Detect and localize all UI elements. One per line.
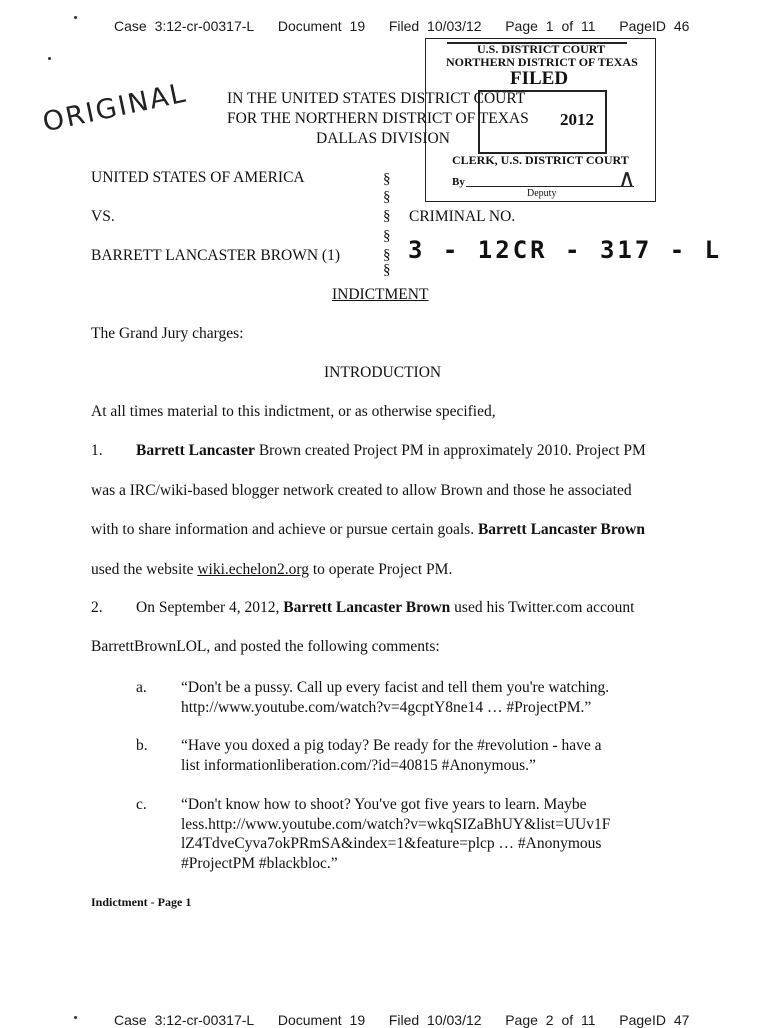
- stamp-clerk: CLERK, U.S. DISTRICT COURT: [452, 153, 629, 167]
- para1-text: with to share information and achieve or pursue certain goals.: [91, 521, 478, 538]
- tweet-line: lZ4TdveCyva7okPRmSA&index=1&feature=plcp … #Anonymous: [181, 835, 602, 852]
- stamp-date: 2012: [560, 110, 594, 129]
- defendant-name: Barrett Lancaster Brown: [283, 599, 451, 616]
- court-line-1: IN THE UNITED STATES DISTRICT COURT: [227, 90, 526, 107]
- criminal-no-label: CRIMINAL NO.: [409, 208, 516, 225]
- para1-line2: was a IRC/wiki-based blogger network created to allow Brown and those he associated: [91, 482, 632, 499]
- tweet-line: “Have you doxed a pig today? Be ready for the #revolution - have a: [181, 737, 602, 754]
- page-indicator: Page 2 of 11: [505, 1012, 596, 1028]
- original-mark: ORIGINAL: [40, 77, 190, 139]
- grand-jury-line: The Grand Jury charges:: [91, 325, 244, 342]
- para2-line2: BarrettBrownLOL, and posted the following comments:: [91, 638, 440, 655]
- section-symbol: §: [383, 228, 391, 244]
- para2-text: On September 4, 2012,: [136, 599, 284, 616]
- list-item-label: c.: [136, 796, 147, 813]
- court-line-3: DALLAS DIVISION: [316, 130, 450, 147]
- stamp-filed: FILED: [510, 68, 569, 89]
- tweet-line: list informationliberation.com/?id=40815 #Anonymous.”: [181, 756, 536, 774]
- page-footer: Indictment - Page 1: [91, 895, 192, 909]
- tweet-line: “Don't know how to shoot? You've got five years to learn. Maybe: [181, 796, 587, 813]
- court-line-2: FOR THE NORTHERN DISTRICT OF TEXAS: [227, 110, 529, 127]
- document-number: Document 19: [277, 1012, 366, 1028]
- criminal-case-number: 3 - 12CR - 317 - L: [408, 236, 723, 264]
- defendant: BARRETT LANCASTER BROWN (1): [91, 247, 341, 264]
- section-symbol: §: [383, 171, 391, 187]
- stamp-signature: ∧: [618, 164, 636, 192]
- stamp-by: By: [452, 176, 465, 188]
- page-id: PageID 46: [619, 18, 690, 34]
- stamp-signature-line: [466, 186, 634, 187]
- document-title: INDICTMENT: [332, 286, 429, 303]
- para1-text: to operate Project PM.: [308, 561, 453, 578]
- tweet-line: less.http://www.youtube.com/watch?v=wkqSIZaBhUY&list=UUv1F: [181, 815, 611, 833]
- page-id: PageID 47: [619, 1012, 690, 1028]
- stamp-court: U.S. DISTRICT COURT: [477, 42, 606, 56]
- section-symbol: §: [383, 247, 391, 263]
- para2-text: used his Twitter.com account: [450, 599, 635, 616]
- document-number: Document 19: [277, 18, 366, 34]
- case-number-header: Case 3:12-cr-00317-L: [114, 1012, 255, 1028]
- defendant-name: Barrett Lancaster: [136, 442, 255, 459]
- tweet-quote: [181, 678, 609, 717]
- plaintiff: UNITED STATES OF AMERICA: [91, 169, 305, 186]
- scan-speck: [48, 57, 51, 60]
- para1-text: Brown created Project PM in approximately 2010. Project PM: [254, 442, 646, 459]
- section-symbol: §: [383, 262, 391, 278]
- stamp-deputy: Deputy: [527, 188, 557, 199]
- intro-line: At all times material to this indictment, or as otherwise specified,: [91, 403, 496, 420]
- next-page-header: [114, 1012, 689, 1028]
- defendant-name: Barrett Lancaster Brown: [477, 521, 645, 538]
- filed-date: Filed 10/03/12: [388, 18, 482, 34]
- website-link: wiki.echelon2.org: [197, 561, 309, 578]
- tweet-line: “Don't be a pussy. Call up every facist and tell them you're watching.: [181, 679, 610, 696]
- section-symbol: §: [383, 189, 391, 205]
- case-number-header: Case 3:12-cr-00317-L: [114, 18, 255, 34]
- para2-line1: [136, 599, 634, 617]
- tweet-quote: [181, 736, 602, 775]
- scan-speck: [74, 1016, 77, 1019]
- tweet-line: http://www.youtube.com/watch?v=4gcptY8ne14 … #ProjectPM.”: [181, 698, 592, 716]
- versus: VS.: [91, 208, 115, 225]
- list-item-label: b.: [136, 737, 148, 754]
- tweet-quote: [181, 795, 610, 873]
- intro-heading: INTRODUCTION: [324, 364, 442, 381]
- tweet-line: #ProjectPM #blackbloc.”: [181, 854, 338, 872]
- list-item-label: a.: [136, 679, 147, 696]
- para1-text: used the website: [91, 561, 198, 578]
- case-header: [114, 18, 689, 34]
- para2-number: 2.: [91, 599, 103, 616]
- para1-line4: [91, 561, 452, 579]
- para1-line1: [136, 442, 646, 460]
- para1-number: 1.: [91, 442, 103, 459]
- section-symbol: §: [383, 208, 391, 224]
- scan-speck: [74, 16, 77, 19]
- stamp-district: NORTHERN DISTRICT OF TEXAS: [446, 55, 638, 69]
- para1-line3: [91, 521, 645, 539]
- page-indicator: Page 1 of 11: [505, 18, 596, 34]
- filed-date: Filed 10/03/12: [388, 1012, 482, 1028]
